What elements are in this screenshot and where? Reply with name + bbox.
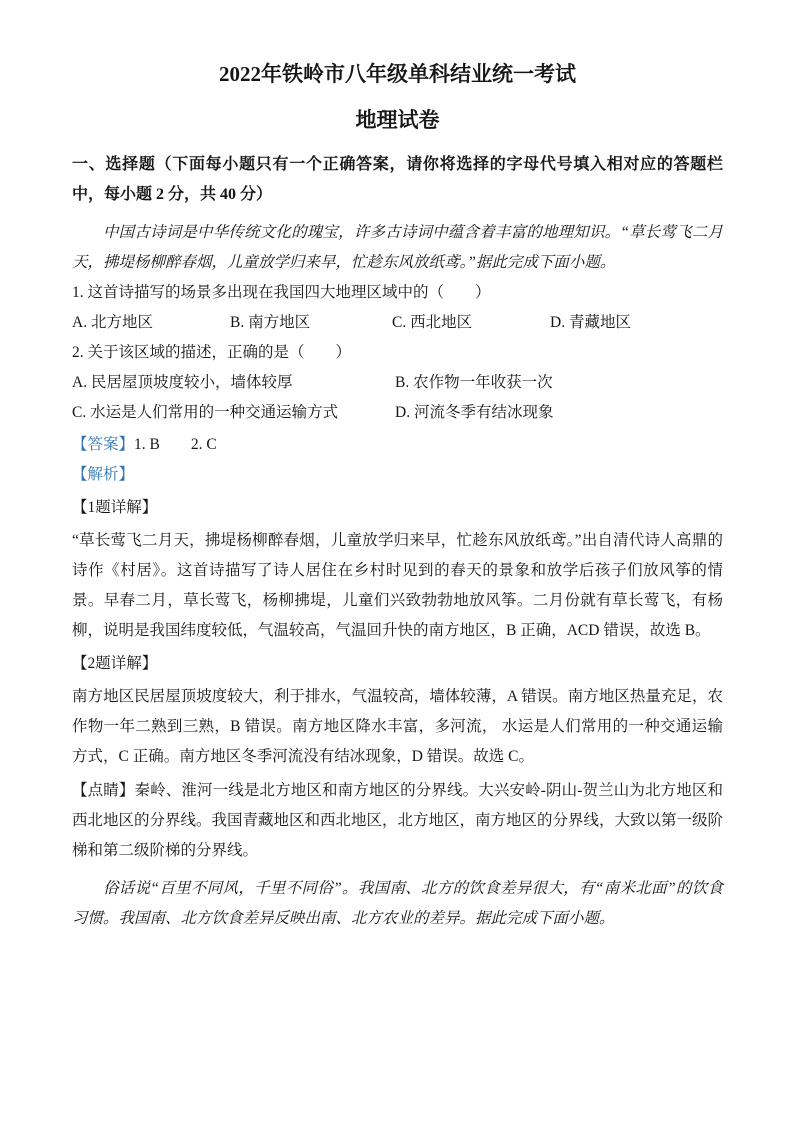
answer-line [72,430,723,460]
question-1-option-b: B. 南方地区 [230,314,311,331]
key-note-text: 秦岭、淮河一线是北方地区和南方地区的分界线。大兴安岭-阴山-贺兰山为北方地区和西北地区的分界线。我国青藏地区和西北地区，北方地区，南方地区的分界线，大致以第一级阶梯和第二级阶梯的分界线。 [72,782,724,859]
exam-title: 2022年铁岭市八年级单科结业统一考试 [219,62,576,86]
question-1-option-d: D. 青藏地区 [550,314,631,331]
question-2-option-c: C. 水运是人们常用的一种交通运输方式 [72,404,339,421]
analysis-line [72,460,723,490]
detail-2-text: 南方地区民居屋顶坡度较大，利于排水，气温较高，墙体较薄，A 错误。南方地区热量充足，农作物一年二熟到三熟，B 错误。南方地区降水丰富，多河流， 水运是人们常用的一种交通运输方式，C 正确。南方地区冬季河流没有结冰现象，D 错误。故选 C。 [72,688,723,765]
question-2-option-b: B. 农作物一年收获一次 [395,374,553,391]
detail-1-text: “草长莺飞二月天，拂堤杨柳醉春烟，儿童放学归来早，忙趁东风放纸鸢。”出自清代诗人高鼎的诗作《村居》。这首诗描写了诗人居住在乡村时见到的春天的景象和放学后孩子们放风筝的情景。早春二月，草长莺飞，杨柳拂堤，儿童们兴致勃勃地放风筝。二月份就有草长莺飞，有杨柳，说明是我国纬度较低，气温较高，气温回升快的南方地区，B 正确，ACD 错误，故选 B。 [72,532,723,639]
question-2-option-a: A. 民居屋顶坡度较小，墙体较厚 [72,374,293,391]
key-note-label: 【点睛】 [72,782,135,799]
section-one-heading: 一、选择题（下面每小题只有一个正确答案，请你将选择的字母代号填入相对应的答题栏中，每小题 2 分，共 40 分） [72,156,723,203]
answer-value: 1. B 2. C [134,436,217,453]
analysis-label: 【解析】 [72,466,135,483]
question-1-stem: 1. 这首诗描写的场景多出现在我国四大地理区域中的（ ） [72,284,491,301]
intro-passage-1: 中国古诗词是中华传统文化的瑰宝，许多古诗词中蕴含着丰富的地理知识。“草长莺飞二月天，拂堤杨柳醉春烟，儿童放学归来早，忙趁东风放纸鸢。”据此完成下面小题。 [72,224,723,271]
question-2-option-d: D. 河流冬季有结冰现象 [395,404,554,421]
key-note [72,776,723,866]
intro-passage-2: 俗话说“百里不同风，千里不同俗”。我国南、北方的饮食差异很大，有“南米北面”的饮食习惯。我国南、北方饮食差异反映出南、北方农业的差异。据此完成下面小题。 [72,880,723,927]
answer-label: 【答案】 [72,436,135,453]
question-1-option-c: C. 西北地区 [392,314,473,331]
question-1-option-a: A. 北方地区 [72,314,153,331]
question-1-options [72,308,723,338]
exam-subtitle: 地理试卷 [355,108,440,132]
question-2-stem: 2. 关于该区域的描述，正确的是（ ） [72,344,352,361]
detail-2-heading: 【2题详解】 [72,655,158,672]
detail-1-heading: 【1题详解】 [72,499,158,516]
question-2-options [72,368,723,428]
